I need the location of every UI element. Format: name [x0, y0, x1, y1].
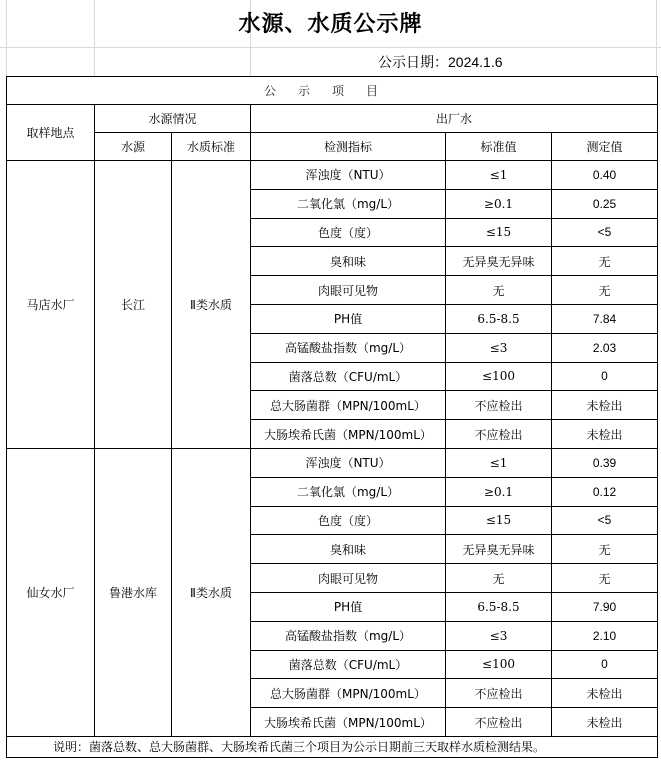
standard-cell: ≤100	[446, 362, 552, 391]
indicator-cell: 高锰酸盐指数（mg/L）	[251, 333, 446, 362]
indicator-cell: PH值	[251, 304, 446, 333]
indicator-cell: 二氧化氯（mg/L）	[251, 189, 446, 218]
indicator-cell: 菌落总数（CFU/mL）	[251, 650, 446, 679]
indicator-cell: 高锰酸盐指数（mg/L）	[251, 621, 446, 650]
header-outlet: 出厂水	[251, 105, 658, 133]
measured-cell: 0.40	[552, 161, 658, 190]
date-label: 公示日期：	[378, 55, 448, 71]
standard-cell: ≤100	[446, 650, 552, 679]
measured-cell: 0	[552, 362, 658, 391]
table-row	[7, 161, 658, 190]
source-cell: 鲁港水库	[95, 448, 172, 736]
standard-cell: 不应检出	[446, 708, 552, 737]
table-row	[7, 448, 658, 477]
measured-cell: 未检出	[552, 679, 658, 708]
measured-cell: 2.10	[552, 621, 658, 650]
site-cell: 仙女水厂	[7, 448, 95, 736]
indicator-cell: 肉眼可见物	[251, 276, 446, 305]
measured-cell: <5	[552, 506, 658, 535]
indicator-cell: 大肠埃希氏菌（MPN/100mL）	[251, 708, 446, 737]
standard-cell: 不应检出	[446, 420, 552, 449]
indicator-cell: 臭和味	[251, 535, 446, 564]
measured-cell: 无	[552, 564, 658, 593]
indicator-cell: 二氧化氯（mg/L）	[251, 477, 446, 506]
measured-cell: <5	[552, 218, 658, 247]
header-source: 水源	[95, 133, 172, 161]
standard-cell: ≤15	[446, 218, 552, 247]
quality-cell: Ⅱ类水质	[172, 448, 251, 736]
indicator-cell: 臭和味	[251, 247, 446, 276]
notice-date	[378, 52, 503, 72]
indicator-cell: 浑浊度（NTU）	[251, 448, 446, 477]
measured-cell: 0.12	[552, 477, 658, 506]
water-quality-table	[6, 76, 658, 758]
standard-cell: 无异臭无异味	[446, 535, 552, 564]
note-row	[7, 736, 658, 757]
measured-cell: 2.03	[552, 333, 658, 362]
measured-cell: 无	[552, 276, 658, 305]
indicator-cell: 浑浊度（NTU）	[251, 161, 446, 190]
site-cell: 马店水厂	[7, 161, 95, 449]
standard-cell: ≤3	[446, 621, 552, 650]
standard-cell: ≤1	[446, 448, 552, 477]
indicator-cell: 色度（度）	[251, 506, 446, 535]
indicator-cell: 肉眼可见物	[251, 564, 446, 593]
standard-cell: ≤3	[446, 333, 552, 362]
page-title: 水源、水质公示牌	[238, 11, 423, 37]
header-source-group: 水源情况	[95, 105, 251, 133]
gridline	[0, 47, 661, 48]
standard-cell: ≤15	[446, 506, 552, 535]
standard-cell: 无	[446, 564, 552, 593]
banner-row	[7, 77, 658, 105]
measured-cell: 0.25	[552, 189, 658, 218]
header-row-2	[7, 133, 658, 161]
standard-cell: ≤1	[446, 161, 552, 190]
header-site: 取样地点	[7, 105, 95, 161]
measured-cell: 7.90	[552, 592, 658, 621]
measured-cell: 7.84	[552, 304, 658, 333]
indicator-cell: 色度（度）	[251, 218, 446, 247]
banner-title: 公示项目	[7, 77, 658, 105]
indicator-cell: 总大肠菌群（MPN/100mL）	[251, 391, 446, 420]
header-row-1	[7, 105, 658, 133]
measured-cell: 无	[552, 247, 658, 276]
indicator-cell: 菌落总数（CFU/mL）	[251, 362, 446, 391]
quality-cell: Ⅱ类水质	[172, 161, 251, 449]
date-value: 2024.1.6	[448, 54, 503, 70]
standard-cell: 不应检出	[446, 391, 552, 420]
standard-cell: 无异臭无异味	[446, 247, 552, 276]
note-text: 说明：菌落总数、总大肠菌群、大肠埃希氏菌三个项目为公示日期前三天取样水质检测结果。	[7, 736, 658, 757]
indicator-cell: PH值	[251, 592, 446, 621]
measured-cell: 无	[552, 535, 658, 564]
standard-cell: ≥0.1	[446, 189, 552, 218]
header-quality: 水质标准	[172, 133, 251, 161]
measured-cell: 未检出	[552, 391, 658, 420]
header-standard: 标准值	[446, 133, 552, 161]
measured-cell: 0.39	[552, 448, 658, 477]
standard-cell: 6.5-8.5	[446, 304, 552, 333]
standard-cell: 不应检出	[446, 679, 552, 708]
header-indicator: 检测指标	[251, 133, 446, 161]
measured-cell: 0	[552, 650, 658, 679]
indicator-cell: 总大肠菌群（MPN/100mL）	[251, 679, 446, 708]
source-cell: 长江	[95, 161, 172, 449]
standard-cell: 6.5-8.5	[446, 592, 552, 621]
standard-cell: ≥0.1	[446, 477, 552, 506]
measured-cell: 未检出	[552, 420, 658, 449]
measured-cell: 未检出	[552, 708, 658, 737]
header-measured: 测定值	[552, 133, 658, 161]
indicator-cell: 大肠埃希氏菌（MPN/100mL）	[251, 420, 446, 449]
standard-cell: 无	[446, 276, 552, 305]
